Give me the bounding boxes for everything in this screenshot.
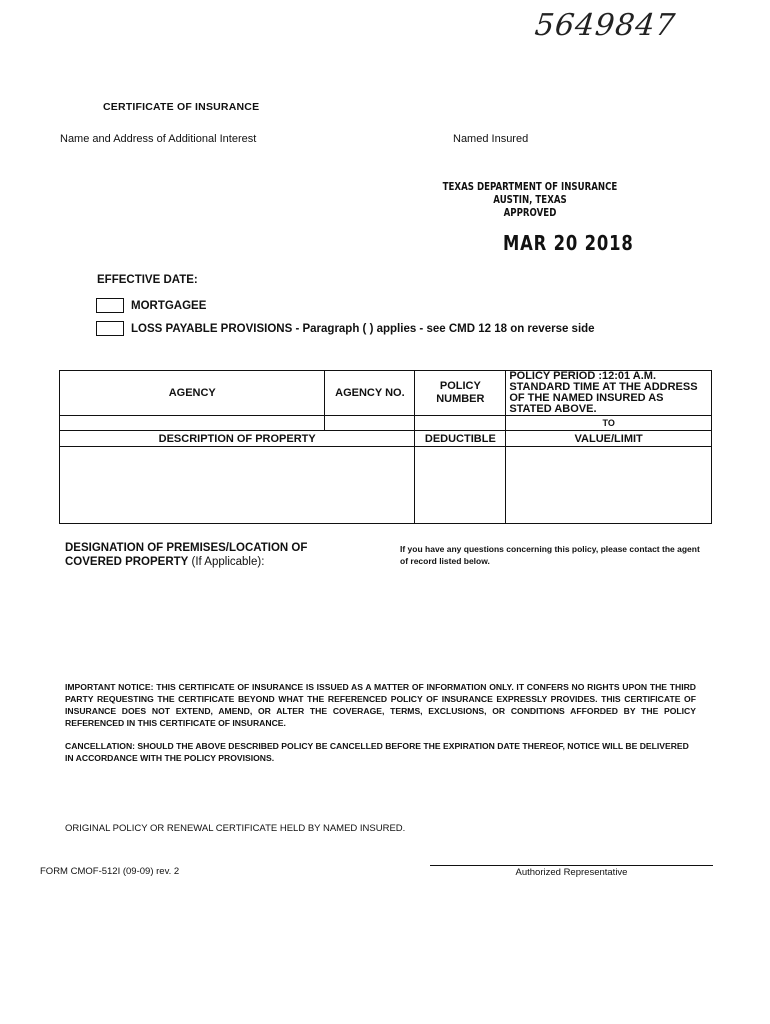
stamp-line-3: APPROVED	[503, 207, 557, 219]
mortgagee-checkbox[interactable]	[96, 298, 124, 313]
description-header: DESCRIPTION OF PROPERTY	[60, 431, 415, 447]
handwritten-number: 5649847	[533, 8, 678, 43]
policy-table	[59, 370, 712, 524]
agency-no-cell[interactable]	[325, 416, 415, 431]
approval-stamp	[440, 181, 620, 220]
document-title: CERTIFICATE OF INSURANCE	[103, 101, 260, 113]
agency-no-header: AGENCY NO.	[325, 371, 415, 416]
policy-number-header: POLICY NUMBER	[415, 371, 506, 416]
cancellation-notice: CANCELLATION: SHOULD THE ABOVE DESCRIBED POLICY BE CANCELLED BEFORE THE EXPIRATION DATE THEREOF, NOTICE WILL BE DELIVERED IN ACCORDANCE WITH THE POLICY PROVISIONS.	[65, 741, 689, 763]
policy-period-to: TO	[506, 416, 712, 431]
form-number: FORM CMOF-512I (09-09) rev. 2	[40, 866, 180, 877]
designation-label	[65, 541, 365, 569]
agency-header: AGENCY	[60, 371, 325, 416]
stamp-date: MAR 20 2018	[503, 231, 634, 255]
named-insured-label: Named Insured	[453, 133, 529, 145]
signature-line	[430, 865, 713, 866]
stamp-line-2: AUSTIN, TEXAS	[493, 194, 567, 206]
description-cell[interactable]	[60, 447, 415, 524]
designation-label-bold: DESIGNATION OF PREMISES/LOCATION OF COVERED PROPERTY	[65, 542, 308, 568]
original-policy-note: ORIGINAL POLICY OR RENEWAL CERTIFICATE HELD BY NAMED INSURED.	[65, 823, 406, 834]
additional-interest-label: Name and Address of Additional Interest	[60, 133, 257, 145]
effective-date-label: EFFECTIVE DATE:	[97, 274, 198, 286]
loss-payable-checkbox[interactable]	[96, 321, 124, 336]
value-limit-header: VALUE/LIMIT	[506, 431, 712, 447]
authorized-representative-label: Authorized Representative	[515, 867, 628, 878]
loss-payable-label: LOSS PAYABLE PROVISIONS - Paragraph ( ) applies - see CMD 12 18 on reverse side	[131, 323, 595, 335]
policy-period-header: POLICY PERIOD :12:01 A.M. STANDARD TIME AT THE ADDRESS OF THE NAMED INSURED AS STATED ABOVE.	[506, 371, 712, 416]
agency-cell[interactable]	[60, 416, 325, 431]
mortgagee-label: MORTGAGEE	[131, 300, 207, 312]
important-notice: IMPORTANT NOTICE: THIS CERTIFICATE OF INSURANCE IS ISSUED AS A MATTER OF INFORMATION ONLY. IT CONFERS NO RIGHTS UPON THE THIRD PARTY REQUESTING THE CERTIFICATE BEYOND WHAT THE REFERENCED POLICY OF INSURANCE EXPRESSLY PROVIDES. THIS CERTIFICATE OF INSURANCE DOES NOT EXTEND, AMEND, OR ALTER THE COVERAGE, TERMS, EXCLUSIONS, OR CONDITIONS AFFORDED BY THE POLICY REFERENCED IN THIS CERTIFICATE OF INSURANCE.	[65, 682, 696, 728]
designation-label-suffix: (If Applicable):	[191, 556, 265, 568]
deductible-header: DEDUCTIBLE	[415, 431, 506, 447]
stamp-line-1: TEXAS DEPARTMENT OF INSURANCE	[442, 181, 618, 193]
deductible-cell[interactable]	[415, 447, 506, 524]
policy-number-cell[interactable]	[415, 416, 506, 431]
questions-text: If you have any questions concerning this policy, please contact the agent of record listed below.	[400, 544, 700, 566]
value-limit-cell[interactable]	[506, 447, 712, 524]
